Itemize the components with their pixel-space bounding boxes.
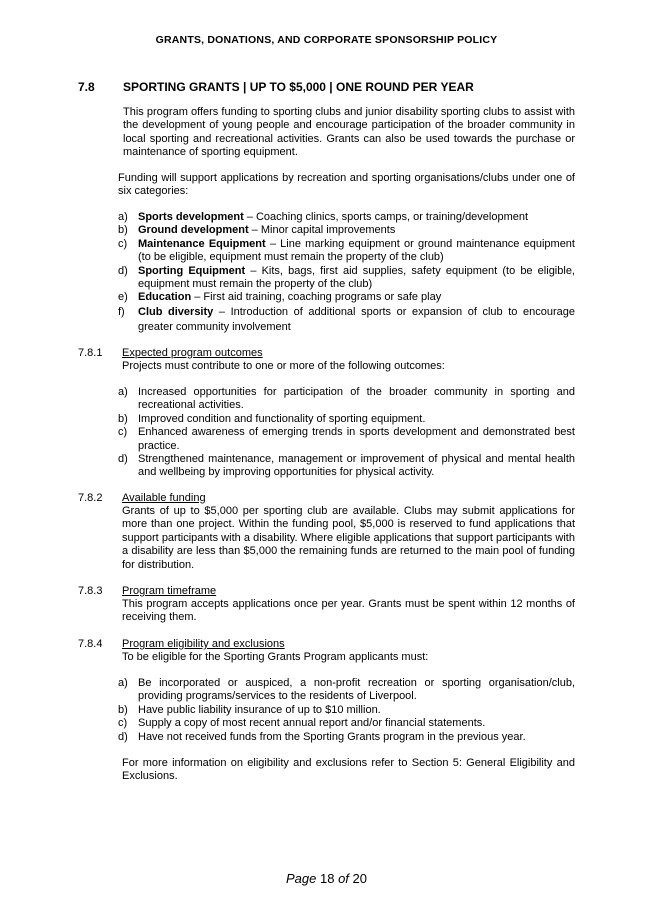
category-term: Club diversity <box>138 305 214 318</box>
subsection-title: Expected program outcomes <box>122 347 263 359</box>
list-item <box>118 426 575 453</box>
list-marker: b) <box>118 703 128 716</box>
list-marker: f) <box>118 305 125 318</box>
list-item <box>118 211 575 224</box>
list-marker: a) <box>118 211 128 223</box>
subsection-title: Available funding <box>122 492 206 504</box>
list-marker: d) <box>118 730 128 743</box>
subsection-number: 7.8.4 <box>78 638 103 650</box>
timeframe-paragraph: This program accepts applications once per year. Grants must be spent within 12 months of receiving them. <box>122 598 575 624</box>
list-item <box>118 238 575 265</box>
category-desc: – Introduction of additional sports or expansion of club to encourage greater community involvement <box>138 305 575 334</box>
category-desc: – Coaching clinics, sports camps, or training/development <box>243 211 529 223</box>
list-item <box>118 413 575 426</box>
categories-list <box>118 211 575 336</box>
list-item <box>118 386 575 413</box>
category-desc: – First aid training, coaching programs or safe play <box>191 291 442 304</box>
more-info-paragraph: For more information on eligibility and exclusions refer to Section 5: General Eligibility and Exclusions. <box>122 757 575 783</box>
eligibility-intro: To be eligible for the Sporting Grants Program applicants must: <box>122 651 429 663</box>
list-marker: b) <box>118 224 128 237</box>
list-marker: d) <box>118 264 128 277</box>
list-text: Have not received funds from the Sporting Grants program in the previous year. <box>138 730 526 743</box>
outcomes-intro: Projects must contribute to one or more of the following outcomes: <box>122 360 445 372</box>
list-text: Supply a copy of most recent annual report and/or financial statements. <box>138 717 486 730</box>
category-desc: – Kits, bags, first aid supplies, safety equipment (to be eligible, equipment must remain the property of the club) <box>138 264 575 291</box>
list-marker: b) <box>118 412 128 425</box>
section-title: SPORTING GRANTS | UP TO $5,000 | ONE ROUND PER YEAR <box>123 80 474 94</box>
list-text: Improved condition and functionality of sporting equipment. <box>138 412 426 425</box>
page-total: 20 <box>352 871 368 886</box>
category-term: Sports development <box>138 211 244 223</box>
page-footer <box>0 871 653 886</box>
list-text: Enhanced awareness of emerging trends in sports development and demonstrated best practice. <box>138 426 575 452</box>
list-item <box>118 291 575 304</box>
list-marker: d) <box>118 453 128 466</box>
list-item <box>118 453 575 480</box>
list-item <box>118 224 575 237</box>
list-marker: a) <box>118 677 128 689</box>
list-marker: e) <box>118 291 128 304</box>
list-item <box>118 677 575 704</box>
list-marker: c) <box>118 426 128 439</box>
category-term: Education <box>138 291 192 304</box>
subsection-title: Program eligibility and exclusions <box>122 638 285 650</box>
subsection-number: 7.8.3 <box>78 585 103 597</box>
list-text: Be incorporated or auspiced, a non-profit recreation or sporting organisation/club, providing programs/services to the residents of Liverpool. <box>138 677 575 703</box>
category-desc: – Minor capital improvements <box>248 224 396 237</box>
list-text: Strengthened maintenance, management or improvement of physical and mental health and wellbeing by improving opportunities for physical activity. <box>138 453 575 479</box>
list-item <box>118 717 575 730</box>
page-label: Page <box>285 871 317 886</box>
funding-paragraph: Grants of up to $5,000 per sporting club are available. Clubs may submit applications for more than one project. Within the funding pool, $5,000 is reserved to fund applications that support participants with a disability. Where eligible applications that support participants with a disability are less than $5,000 the remaining funds are returned to the main pool of funding for distribution. <box>122 505 575 571</box>
page-number: 18 <box>319 871 335 886</box>
category-term: Maintenance Equipment <box>138 237 266 250</box>
list-marker: a) <box>118 386 128 398</box>
category-term: Ground development <box>138 224 249 237</box>
of-label: of <box>338 871 349 886</box>
category-term: Sporting Equipment <box>138 264 246 277</box>
document-header: GRANTS, DONATIONS, AND CORPORATE SPONSORSHIP POLICY <box>155 34 498 46</box>
section-number: 7.8 <box>78 80 95 94</box>
categories-intro-paragraph: Funding will support applications by recreation and sporting organisations/clubs under one of six categories: <box>118 172 575 198</box>
subsection-number: 7.8.1 <box>78 347 103 359</box>
outcomes-list <box>118 386 575 480</box>
list-item <box>118 305 575 336</box>
subsection-number: 7.8.2 <box>78 492 103 504</box>
list-marker: c) <box>118 717 128 730</box>
list-text: Have public liability insurance of up to $10 million. <box>138 703 381 716</box>
list-item <box>118 265 575 292</box>
category-desc: – Line marking equipment or ground maintenance equipment (to be eligible, equipment must remain the property of the club) <box>138 237 575 264</box>
list-text: Increased opportunities for participation of the broader community in sporting and recreational activities. <box>138 386 575 412</box>
list-marker: c) <box>118 237 128 250</box>
list-item <box>118 731 575 744</box>
subsection-title: Program timeframe <box>122 585 217 597</box>
list-item <box>118 704 575 717</box>
section-intro-paragraph: This program offers funding to sporting clubs and junior disability sporting clubs to assist with the development of young people and encourage participation of the broader community in local sporting and recreational activities. Grants can also be used towards the purchase or maintenance of sporting equipment. <box>123 106 575 159</box>
eligibility-list <box>118 677 575 744</box>
